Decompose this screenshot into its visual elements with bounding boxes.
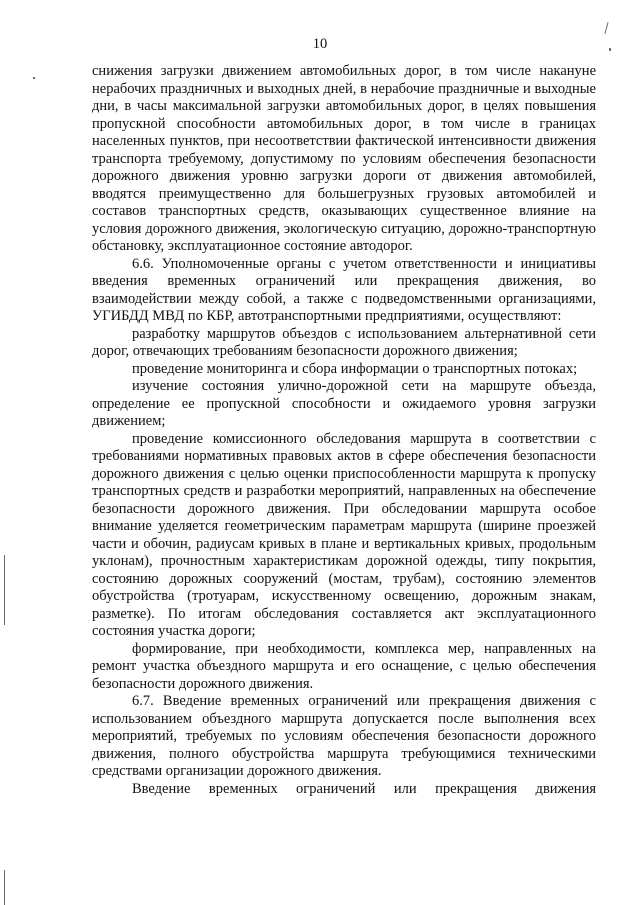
paragraph-last-line: Введение временных ограничений или прекращения движения: [132, 780, 596, 797]
paragraph-network-study: изучение состояния улично-дорожной сети на маршруте объезда, определение ее пропускной способности и ожидаемого уровня загрузки движением;: [92, 378, 596, 429]
paragraph-clause-6-7: 6.7. Введение временных ограничений или прекращения движения с использованием объездного маршрута допускается после выполнения всех мероприятий, требуемых по условиям обеспечения безопасности дорожного движения, полного обустройства маршрута требующимися техническими средствами организации дорожного движения.: [92, 693, 596, 779]
scan-edge-line: [4, 870, 5, 905]
paragraph-route-inspection: проведение комиссионного обследования маршрута в соответствии с требованиями нормативных правовых актов в сфере обеспечения безопасности дорожного движения с целью оценки приспособленности маршрута к пропуску транспортных средств и разработки мероприятий, направленных на обеспечение безопасности дорожного движения. При обследовании маршрута особое внимание уделяется геометрическим параметрам маршрута (ширине проезжей части и обочин, радиусам кривых в плане и вертикальных кривых, продольным уклонам), прочностным характеристикам дорожной одежды, типу покрытия, состоянию дорожных сооружений (мостам, трубам), состоянию элементов обустройства (тротуарам, искусственному освещению, дорожным знакам, разметке). По итогам обследования составляется акт эксплуатационного состояния участка дороги;: [92, 430, 596, 639]
scan-speck: [609, 48, 611, 51]
scan-speck: [604, 22, 608, 34]
document-body: [92, 63, 596, 798]
paragraph-continuation: снижения загрузки движением автомобильных дорог, в том числе накануне нерабочих праздничных и выходных дней, в нерабочие праздничные и выходные дни, в часы максимальной загрузки автомобильных дорог, в целях повышения пропускной способности автомобильных дорог, в том числе в границах населенных пунктов, при несоответствии фактической интенсивности движения транспорта требуемому, допустимому по условиям обеспечения безопасности дорожного движения уровню загрузки дороги от движения автомобилей, вводятся преимущественно для большегрузных грузовых автомобилей и составов транспортных средств, оказывающих существенное влияние на условия дорожного движения, экологическую ситуацию, дорожно-транспортную обстановку, эксплуатационное состояние автодорог.: [92, 63, 596, 254]
paragraph-clause-6-6: 6.6. Уполномоченные органы с учетом ответственности и инициативы введения временных ограничений или прекращения движения, во взаимодействии между собой, а также с подведомственными организациями, УГИБДД МВД по КБР, автотранспортными предприятиями, осуществляют:: [92, 255, 596, 324]
paragraph-detour-routes: разработку маршрутов объездов с использованием альтернативной сети дорог, отвечающих требованиям безопасности дорожного движения;: [92, 325, 596, 359]
page-number: 10: [312, 36, 328, 52]
scan-edge-line: [4, 555, 5, 625]
scan-speck: [33, 77, 35, 79]
paragraph-measures: формирование, при необходимости, комплекса мер, направленных на ремонт участка объездного маршрута и его оснащение, с целью обеспечения безопасности дорожного движения.: [92, 640, 596, 692]
paragraph-monitoring: проведение мониторинга и сбора информации о транспортных потоках;: [132, 360, 578, 377]
